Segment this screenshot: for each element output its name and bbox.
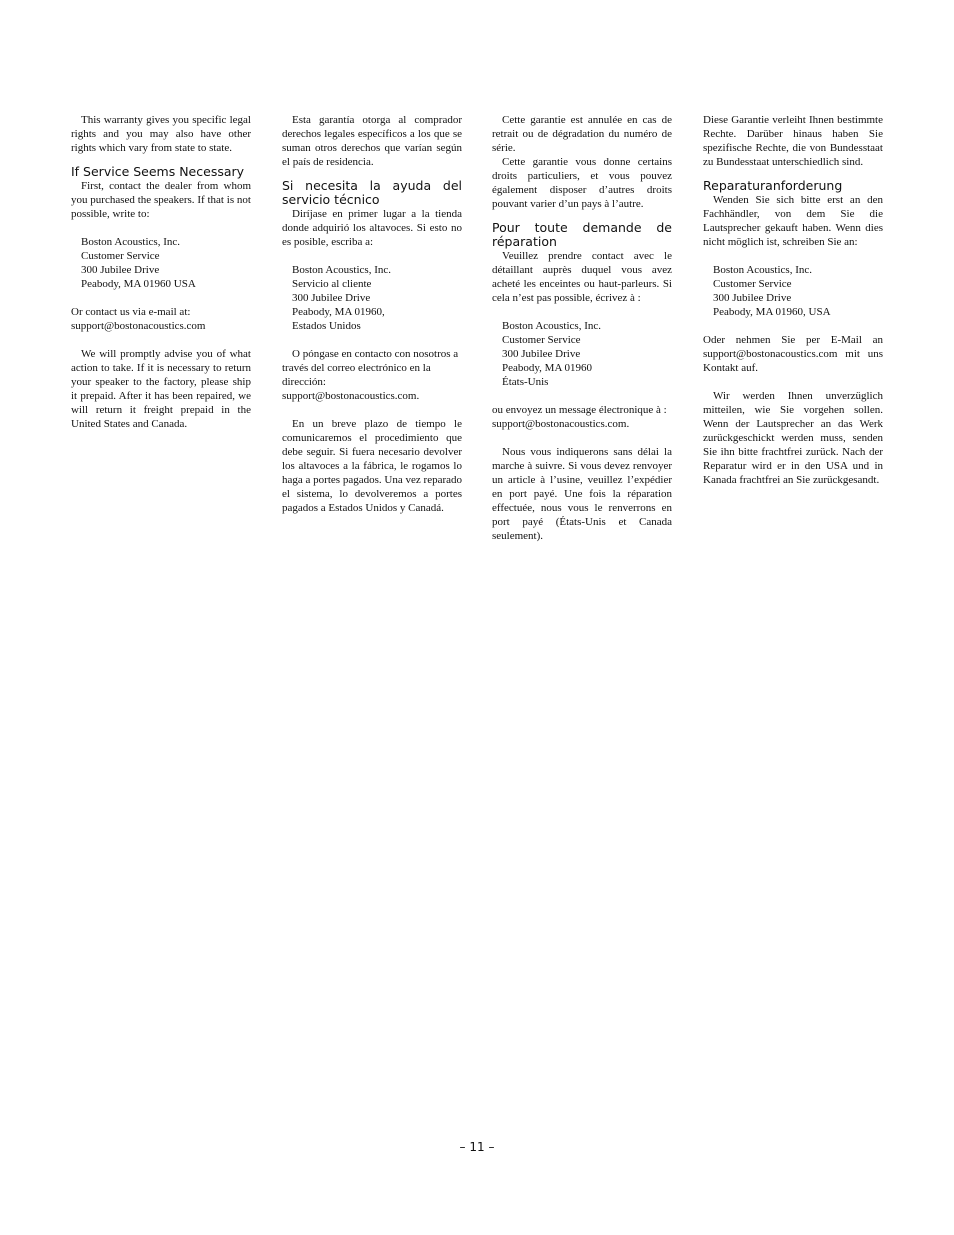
address-line: Peabody, MA 01960: [502, 362, 593, 374]
service-heading: Pour toute demande de réparation: [492, 220, 672, 249]
address-line: 300 Jubilee Drive: [502, 348, 581, 360]
address-line: Peabody, MA 01960, USA: [713, 306, 831, 318]
address-line: Peabody, MA 01960,: [292, 306, 385, 318]
page-number: – 11 –: [459, 1140, 495, 1154]
address-line: Servicio al cliente: [292, 278, 372, 290]
service-heading: Si necesita la ayuda del servicio técnico: [282, 178, 462, 207]
address-line: Boston Acoustics, Inc.: [713, 264, 812, 276]
return-instructions-paragraph: En un breve plazo de tiempo le comunicaremos el procedimiento que debe seguir. Si fuera necesario devolver los altavoces a la fábrica, le rogamos lo haga a portes pagados. Una vez reparado el sistema, lo devolveremos a portes pagados a Estados Unidos y Canadá.: [282, 418, 462, 514]
address-line: Boston Acoustics, Inc.: [292, 264, 391, 276]
warranty-rights-paragraph: Cette garantie vous donne certains droits particuliers, et vous pouvez également disposer d’autres droits pouvant varier d’un pays à l’autre.: [492, 156, 672, 210]
contact-dealer-paragraph: Diríjase en primer lugar a la tienda donde adquirió los altavoces. Si esto no es posible, escriba a:: [282, 208, 462, 248]
address-line: 300 Jubilee Drive: [292, 292, 371, 304]
address-line: Customer Service: [713, 278, 792, 290]
email-contact-paragraph: ou envoyez un message électronique à : support@bostonacoustics.com.: [492, 404, 667, 430]
address-line: Customer Service: [81, 250, 160, 262]
email-contact-paragraph: O póngase en contacto con nosotros a través del correo electrónico en la dirección: support@bostonacoustics.com.: [282, 348, 459, 402]
service-heading: Reparaturanforderung: [703, 178, 843, 193]
mailing-address: [492, 319, 672, 389]
mailing-address: [282, 263, 462, 333]
return-instructions-paragraph: We will promptly advise you of what action to take. If it is necessary to return your speaker to the factory, please ship it prepaid. After it has been repaired, we will return it freight prepaid in the United States and Canada.: [71, 348, 251, 430]
contact-dealer-paragraph: First, contact the dealer from whom you purchased the speakers. If that is not possible, write to:: [71, 180, 251, 220]
return-instructions-paragraph: Nous vous indiquerons sans délai la marche à suivre. Si vous devez renvoyer un article à l’usine, veuillez l’expédier en port payé. Une fois la réparation effectuée, nous vous le renverrons en port payé (États-Unis et Canada seulement).: [492, 446, 672, 542]
address-line: Estados Unidos: [292, 320, 361, 332]
return-instructions-paragraph: Wir werden Ihnen unverzüglich mitteilen, wie Sie vorgehen sollen. Wenn der Lautsprecher an das Werk zurückgeschickt werden muss, senden Sie ihn bitte frachtfrei zurück. Nach der Reparatur wird er in den USA und in Kanada frachtfrei an Sie zurückgesandt.: [703, 390, 883, 486]
address-line: États-Unis: [502, 376, 549, 388]
mailing-address: [71, 235, 251, 291]
service-heading: If Service Seems Necessary: [71, 164, 245, 179]
german-column: [703, 113, 883, 487]
english-column: [71, 113, 251, 431]
address-line: Peabody, MA 01960 USA: [81, 278, 196, 290]
address-line: 300 Jubilee Drive: [713, 292, 792, 304]
contact-dealer-paragraph: Veuillez prendre contact avec le détaillant auprès duquel vous avez acheté les enceintes ou haut-parleurs. Si cela n’est pas possible, écrivez à :: [492, 250, 672, 304]
address-line: Boston Acoustics, Inc.: [81, 236, 180, 248]
warranty-rights-paragraph: Esta garantía otorga al comprador derechos legales específicos a los que se suman otros derechos que varían según el país de residencia.: [282, 114, 462, 168]
mailing-address: [703, 263, 883, 319]
address-line: 300 Jubilee Drive: [81, 264, 160, 276]
email-contact-paragraph: Oder nehmen Sie per E-Mail an support@bostonacoustics.com mit uns Kontakt auf.: [703, 334, 883, 374]
contact-dealer-paragraph: Wenden Sie sich bitte erst an den Fachhändler, von dem Sie die Lautsprecher gekauft haben. Wenn dies nicht möglich ist, schreiben Sie an:: [703, 194, 883, 248]
address-line: Boston Acoustics, Inc.: [502, 320, 601, 332]
warranty-rights-paragraph: This warranty gives you specific legal rights and you may also have other rights which vary from state to state.: [71, 114, 251, 154]
serial-number-paragraph: Cette garantie est annulée en cas de retrait ou de dégradation du numéro de série.: [492, 114, 672, 154]
email-contact-paragraph: Or contact us via e-mail at: support@bostonacoustics.com: [71, 306, 206, 332]
spanish-column: [282, 113, 462, 515]
address-line: Customer Service: [502, 334, 581, 346]
warranty-rights-paragraph: Diese Garantie verleiht Ihnen bestimmte Rechte. Darüber hinaus haben Sie spezifische Rechte, die von Bundesstaat zu Bundesstaat unterschiedlich sind.: [703, 114, 883, 168]
french-column: [492, 113, 672, 543]
